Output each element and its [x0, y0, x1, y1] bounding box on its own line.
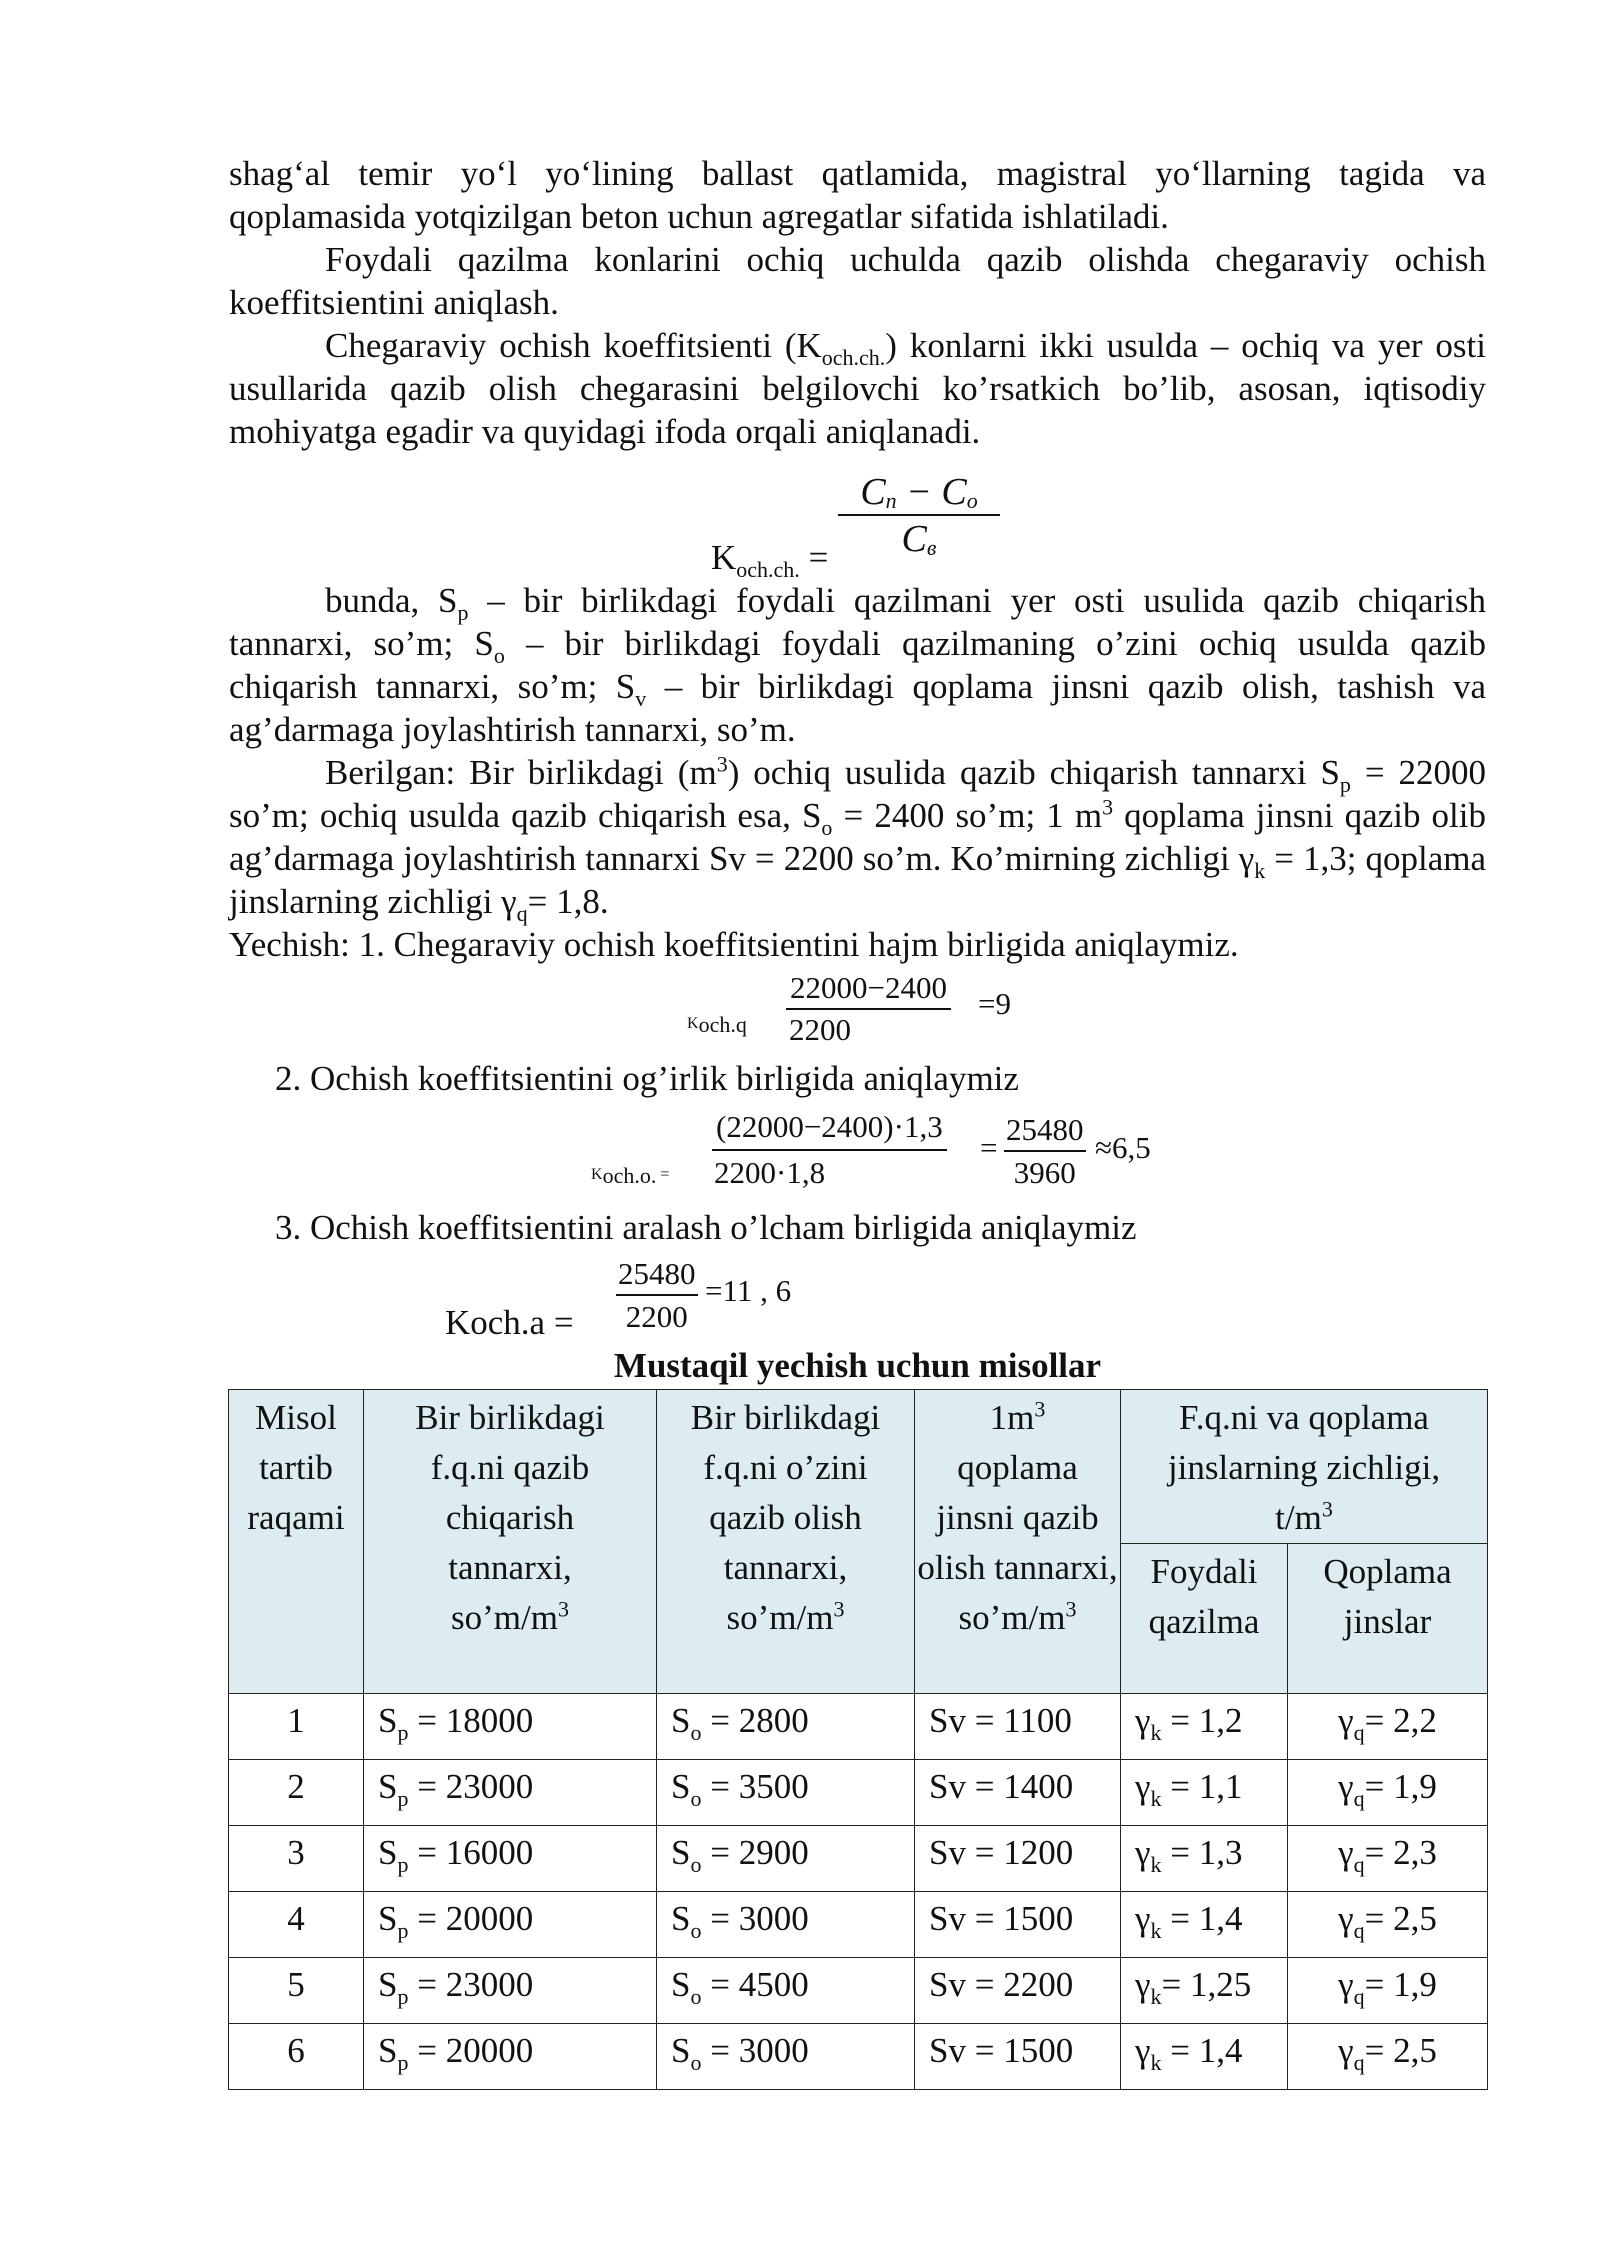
cell-sv: Sv = 1500	[915, 2024, 1121, 2090]
table-row	[229, 1694, 1488, 1760]
header-underground-cost: Bir birlikdagi f.q.ni qazib chiqarish tannarxi, $so’m/m^3$	[364, 1390, 657, 1694]
cell-sv: Sv = 1500	[915, 1892, 1121, 1958]
cell-sv: Sv = 1100	[915, 1694, 1121, 1760]
formula-3-fraction-2: $\frac{25480}{3960}$	[1006, 1112, 1084, 1190]
header-open-pit-cost: Bir birlikdagi f.q.ni o’zini qazib olish tannarxi, $so’m/m^3$	[657, 1390, 915, 1694]
page-body-2	[229, 579, 1486, 966]
cell-so: $S_o = 3000$	[657, 1892, 915, 1958]
table-row	[229, 2024, 1488, 2090]
formula-2-fraction: $\frac{22000-2400}{2200}$	[786, 968, 951, 1050]
cell-gamma-k: $\gamma_k = 1,2$	[1121, 1694, 1288, 1760]
table-title: Mustaqil yechish uchun misollar	[613, 1346, 1102, 1385]
formula-4-fraction: $\frac{25480}{2200}$	[618, 1256, 696, 1334]
cell-number: 5	[229, 1958, 364, 2024]
cell-gamma-q: $\gamma_q= 1,9$	[1288, 1958, 1488, 2024]
header-mineral-density: Foydali qazilma	[1121, 1544, 1288, 1694]
cell-sv: Sv = 1400	[915, 1760, 1121, 1826]
cell-gamma-q: $\gamma_q= 2,3$	[1288, 1826, 1488, 1892]
formula-1-fraction: $C_n - C_o$ $C_в$	[838, 470, 1000, 570]
paragraph-3: Chegaraviy ochish koeffitsienti $(K_{och.ch.})$ konlarni ikki usulda – ochiq va yer osti usullarida qazib olish chegarasini belgilovchi ko’rsatkich bo’lib, asosan, iqtisodiy mohiyatga egadir va quyidagi ifoda orqali aniqlanadi.	[229, 326, 1486, 451]
formula-4-result: =11 , 6	[705, 1273, 792, 1308]
cell-gamma-k: $\gamma_k = 1,3$	[1121, 1826, 1288, 1892]
header-overburden-cost: $1m^3$ qoplama jinsni qazib olish tannarxi, $so’m/m^3$	[915, 1390, 1121, 1694]
cell-number: 3	[229, 1826, 364, 1892]
table-row	[229, 1826, 1488, 1892]
solution-step-2: 2. Ochish koeffitsientini og’irlik birligida aniqlaymiz	[275, 1059, 1019, 1098]
cell-number: 1	[229, 1694, 364, 1760]
cell-gamma-k: $\gamma_k = 1,4$	[1121, 2024, 1288, 2090]
solution-step-1: Yechish: 1. Chegaraviy ochish koeffitsientini hajm birligida aniqlaymiz.	[229, 925, 1239, 964]
formula-3-fraction-1: $\frac{(22000-2400)\cdot 1,3}{2200\cdot 1,8}$	[712, 1105, 947, 1195]
cell-number: 6	[229, 2024, 364, 2090]
examples-table	[228, 1389, 1488, 2090]
paragraph-1-line-2: qoplamasida yotqizilgan beton uchun agregatlar sifatida ishlatiladi.	[229, 197, 1169, 236]
cell-gamma-k: $\gamma_k = 1,4$	[1121, 1892, 1288, 1958]
formula-3-result: ≈6,5	[1095, 1130, 1151, 1165]
cell-sp: $S_p = 16000$	[364, 1826, 657, 1892]
table-row	[229, 1760, 1488, 1826]
cell-so: $S_o = 3500$	[657, 1760, 915, 1826]
cell-gamma-k: $\gamma_k= 1,25$	[1121, 1958, 1288, 2024]
cell-gamma-q: $\gamma_q= 2,2$	[1288, 1694, 1488, 1760]
table-row	[229, 1892, 1488, 1958]
cell-gamma-q: $\gamma_q= 2,5$	[1288, 2024, 1488, 2090]
cell-so: $S_o = 4500$	[657, 1958, 915, 2024]
formula-1-label: $K_{och.ch.}$ =	[711, 538, 829, 582]
cell-number: 4	[229, 1892, 364, 1958]
formula-2-result: =9	[978, 986, 1011, 1021]
cell-so: $S_o = 3000$	[657, 2024, 915, 2090]
cell-sv: Sv = 2200	[915, 1958, 1121, 2024]
cell-gamma-q: $\gamma_q= 1,9$	[1288, 1760, 1488, 1826]
header-overburden-density: Qoplama jinslar	[1288, 1544, 1488, 1694]
page-body	[229, 152, 1486, 453]
cell-sp: $S_p = 18000$	[364, 1694, 657, 1760]
cell-sp: $S_p = 20000$	[364, 2024, 657, 2090]
header-density: F.q.ni va qoplama jinslarning zichligi, $t/m^3$	[1121, 1390, 1488, 1544]
paragraph-2: Foydali qazilma konlarini ochiq uchulda qazib olishda chegaraviy ochish koeffitsientini aniqlash.	[229, 240, 1486, 322]
cell-gamma-k: $\gamma_k = 1,1$	[1121, 1760, 1288, 1826]
formula-3-equals: =	[980, 1130, 998, 1165]
cell-so: $S_o = 2900$	[657, 1826, 915, 1892]
formula-4-label: Koch.a =	[445, 1303, 574, 1342]
paragraph-1-line-1: shag‘al temir yo‘l yo‘lining ballast qatlamida, magistral yo‘llarning tagida va	[229, 154, 1486, 193]
paragraph-4: bunda, $S_p$ – bir birlikdagi foydali qazilmani yer osti usulida qazib chiqarish tannarxi, so’m; $S_o$ – bir birlikdagi foydali qazilmaning o’zini ochiq usulda qazib chiqarish tannarxi, so’m; $S_v$ – bir birlikdagi qoplama jinsni qazib olish, tashish va ag’darmaga joylashtirish tannarxi, so’m.	[229, 581, 1486, 749]
cell-sv: Sv = 1200	[915, 1826, 1121, 1892]
cell-sp: $S_p = 23000$	[364, 1958, 657, 2024]
solution-step-3: 3. Ochish koeffitsientini aralash o’lcham birligida aniqlaymiz	[275, 1208, 1137, 1247]
cell-so: $S_o = 2800$	[657, 1694, 915, 1760]
cell-sp: $S_p = 23000$	[364, 1760, 657, 1826]
table-row	[229, 1958, 1488, 2024]
paragraph-5: Berilgan: Bir birlikdagi $(m^3)$ ochiq usulida qazib chiqarish tannarxi $S_p = 22000$ so’m; ochiq usulda qazib chiqarish esa, $S_o = 2400$ so’m; 1 $m^3$ qoplama jinsni qazib olib ag’darmaga joylashtirish tannarxi Sv = 2200 so’m. Ko’mirning zichligi $\gamma_k = 1,3$; qoplama jinslarning zichligi $\gamma_q= 1,8$.	[229, 751, 1487, 926]
header-example-number: Misol tartib raqami	[229, 1390, 364, 1694]
formula-2-label: $K_{och.q}$	[687, 1012, 747, 1038]
cell-sp: $S_p = 20000$	[364, 1892, 657, 1958]
cell-number: 2	[229, 1760, 364, 1826]
formula-3-label: $K_{och.o.}$ =	[591, 1163, 670, 1189]
cell-gamma-q: $\gamma_q= 2,5$	[1288, 1892, 1488, 1958]
